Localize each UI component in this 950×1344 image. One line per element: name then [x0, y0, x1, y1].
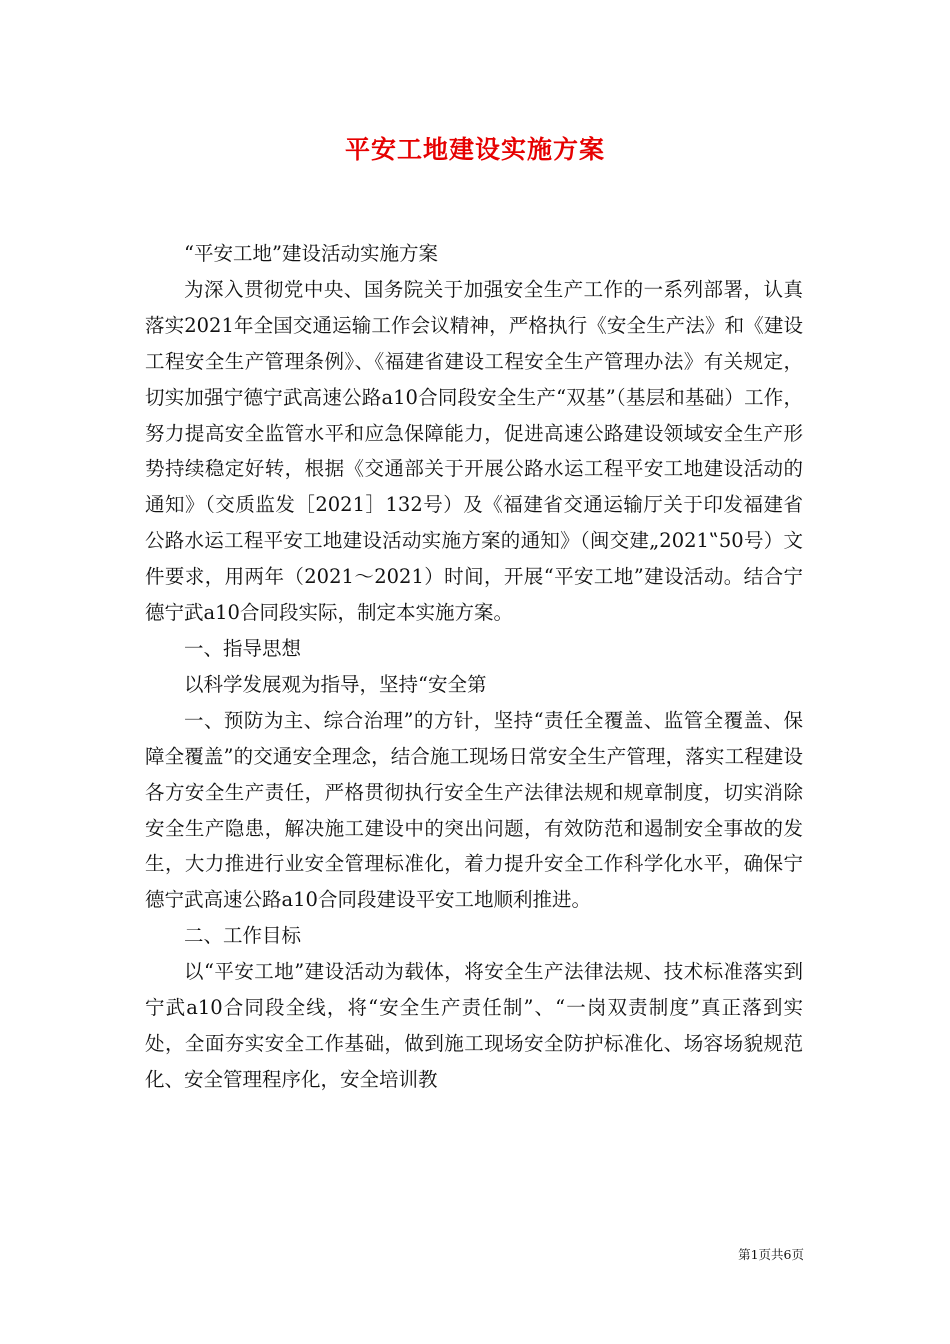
paragraph-work-goals: 以“平安工地”建设活动为载体，将安全生产法律法规、技术标准落实到宁武a10合同段全线，将“安全生产责任制”、“一岗双责制度”真正落到实处，全面夯实安全工作基础，做到施工现场安全防护标准化、场容场貌规范化、安全管理程序化，安全培训教 — [145, 960, 803, 1091]
document-body — [145, 236, 803, 1098]
page-number-footer: 第1页共6页 — [738, 1247, 804, 1262]
document-title: 平安工地建设实施方案 — [344, 135, 605, 164]
paragraph-subtitle: “平安工地”建设活动实施方案 — [184, 242, 438, 265]
paragraph-intro: 为深入贯彻党中央、国务院关于加强安全生产工作的一系列部署，认真落实2021年全国交通运输工作会议精神，严格执行《安全生产法》和《建设工程安全生产管理条例》、《福建省建设工程安全生产管理办法》有关规定，切实加强宁德宁武高速公路a10合同段安全生产“双基”（基层和基础）工作，努力提高安全监管水平和应急保障能力，促进高速公路建设领域安全生产形势持续稳定好转，根据《交通部关于开展公路水运工程平安工地建设活动的通知》（交质监发［2021］132号）及《福建省交通运输厅关于印发福建省公路水运工程平安工地建设活动实施方案的通知》（闽交建„2021‟50号）文件要求，用两年（2021～2021）时间，开展“平安工地”建设活动。结合宁德宁武a10合同段实际，制定本实施方案。 — [145, 277, 803, 625]
heading-guiding-ideology: 一、指导思想 — [184, 636, 302, 660]
heading-work-goals: 二、工作目标 — [184, 924, 302, 948]
paragraph-guiding-ideology-start: 以科学发展观为指导，坚持“安全第 — [184, 672, 487, 696]
paragraph-guiding-ideology: 一、预防为主、综合治理”的方针，坚持“责任全覆盖、监管全覆盖、保障全覆盖”的交通安全理念，结合施工现场日常安全生产管理，落实工程建设各方安全生产责任，严格贯彻执行安全生产法律法规和规章制度，切实消除安全生产隐患，解决施工建设中的突出问题，有效防范和遏制安全事故的发生，大力推进行业安全管理标准化，着力提升安全工作科学化水平，确保宁德宁武高速公路a10合同段建设平安工地顺利推进。 — [145, 708, 803, 912]
